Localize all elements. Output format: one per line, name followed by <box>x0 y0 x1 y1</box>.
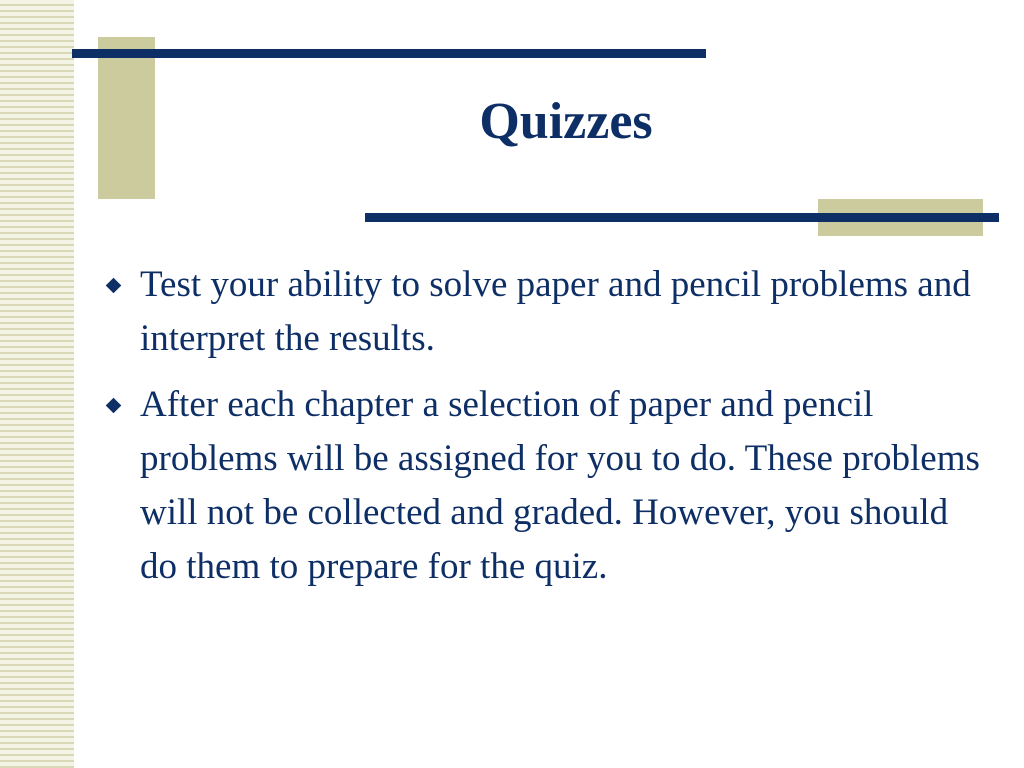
bullet-text: Test your ability to solve paper and pencil problems and interpret the results. <box>140 264 971 359</box>
diamond-bullet-icon <box>106 398 122 414</box>
slide-title: Quizzes <box>479 93 653 150</box>
bullet-text: After each chapter a selection of paper and pencil problems will be assigned for you to do. These problems will not be collected and graded. However, you should do them to prepare for the quiz. <box>140 384 980 587</box>
diamond-bullet-icon <box>106 278 122 294</box>
bottom-rule-line <box>365 213 999 222</box>
bullet-item <box>104 378 984 594</box>
top-rule-line <box>72 49 706 58</box>
bullet-item <box>104 258 984 366</box>
bullet-list <box>104 258 984 606</box>
